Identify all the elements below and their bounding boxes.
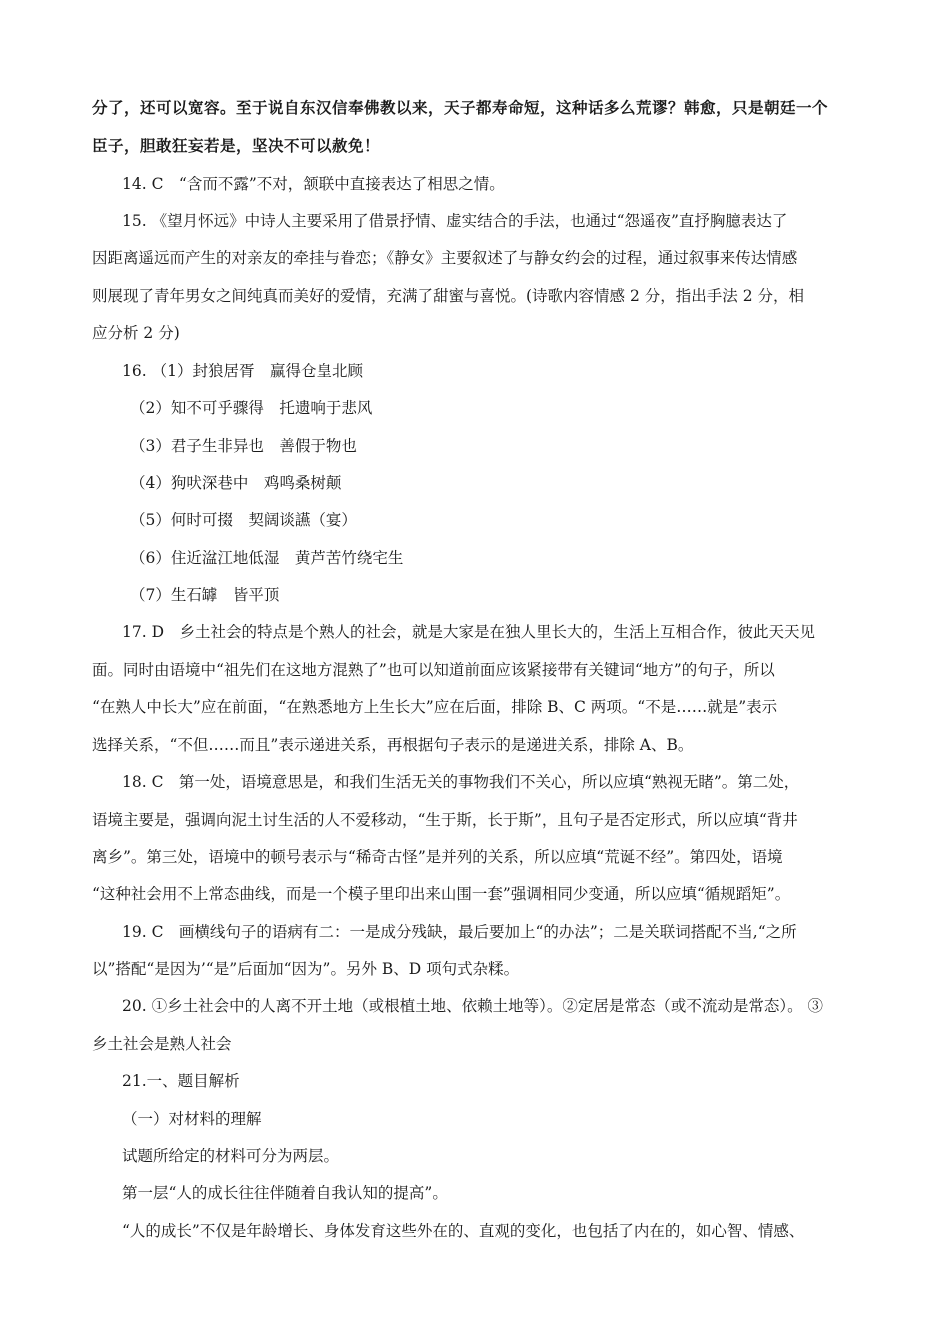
subheading: （一）对材料的理解 bbox=[122, 1110, 262, 1128]
answer-14: 14. C “含而不露”不对，颔联中直接表达了相思之情。 bbox=[122, 175, 505, 193]
answer-16-item: （3）君子生非异也 善假于物也 bbox=[130, 437, 357, 455]
answer-17: 17. D 乡土社会的特点是个熟人的社会，就是大家是在独人里长大的，生活上互相合作，彼此天天见 bbox=[122, 623, 816, 641]
answer-19: 19. C 画横线句子的语病有二：一是成分残缺，最后要加上“的办法”；二是关联词搭配不当,“之所 bbox=[122, 923, 797, 941]
text-line: 因距离遥远而产生的对亲友的牵挂与眷恋；《静女》主要叙述了与静女约会的过程，通过叙事来传达情感 bbox=[92, 249, 798, 267]
answer-16-item: （6）住近湓江地低湿 黄芦苦竹绕宅生 bbox=[130, 549, 404, 567]
text-line: 面。同时由语境中“祖先们在这地方混熟了”也可以知道前面应该紧接带有关键词“地方”的句子，所以 bbox=[92, 661, 775, 679]
text-line: “这种社会用不上常态曲线，而是一个模子里印出来山围一套”强调相同少变通，所以应填“循规蹈矩”。 bbox=[92, 885, 791, 903]
text-line: “人的成长”不仅是年龄增长、身体发育这些外在的、直观的变化，也包括了内在的，如心智、情感、 bbox=[122, 1222, 805, 1240]
answer-16-item: （4）狗吠深巷中 鸡鸣桑树颠 bbox=[130, 474, 342, 492]
answer-18: 18. C 第一处，语境意思是，和我们生活无关的事物我们不关心，所以应填“熟视无睹”。第二处， bbox=[122, 773, 800, 791]
text-line: 第一层“人的成长往往伴随着自我认知的提高”。 bbox=[122, 1184, 448, 1202]
text-line: 语境主要是，强调向泥土讨生活的人不爱移动，“生于斯，长于斯”，且句子是否定形式，所以应填“背井 bbox=[92, 811, 798, 829]
answer-16: 16. （1）封狼居胥 赢得仓皇北顾 bbox=[122, 362, 363, 380]
text-line: 乡土社会是熟人社会 bbox=[92, 1035, 232, 1053]
text-line: 则展现了青年男女之间纯真而美好的爱情，充满了甜蜜与喜悦。(诗歌内容情感 2 分，指出手法 2 分，相 bbox=[92, 287, 804, 305]
answer-20: 20. ①乡土社会中的人离不开土地（或根植土地、依赖土地等）。②定居是常态（或不流动是常态）。 ③ bbox=[122, 997, 824, 1015]
text-line: 应分析 2 分) bbox=[92, 324, 180, 342]
answer-16-item: （5）何时可掇 契阔谈讌（宴） bbox=[130, 511, 357, 529]
text-line: 臣子，胆敢狂妄若是，坚决不可以赦免！ bbox=[92, 137, 381, 155]
answer-21-heading: 21.一、题目解析 bbox=[122, 1072, 240, 1090]
text-line: 离乡”。第三处，语境中的顿号表示与“稀奇古怪”是并列的关系，所以应填“荒诞不经”。第四处，语境 bbox=[92, 848, 783, 866]
text-line: “在熟人中长大”应在前面，“在熟悉地方上生长大”应在后面，排除 B、C 两项。“不是……就是”表示 bbox=[92, 698, 778, 716]
answer-16-item: （7）生石罅 皆平顶 bbox=[130, 586, 280, 604]
text-line: 以”搭配“是因为’“是”后面加“因为”。另外 B、D 项句式杂糅。 bbox=[92, 960, 520, 978]
answer-15: 15. 《望月怀远》中诗人主要采用了借景抒情、虚实结合的手法，也通过“怨遥夜”直抒胸臆表达了 bbox=[122, 212, 788, 230]
text-line: 分了，还可以宽容。至于说自东汉信奉佛教以来，天子都寿命短，这种话多么荒谬？韩愈，只是朝廷一个 bbox=[92, 99, 829, 117]
text-line: 选择关系，“不但……而且”表示递进关系，再根据句子表示的是递进关系，排除 A、B。 bbox=[92, 736, 694, 754]
answer-16-item: （2）知不可乎骤得 托遗响于悲风 bbox=[130, 399, 373, 417]
text-line: 试题所给定的材料可分为两层。 bbox=[122, 1147, 340, 1165]
